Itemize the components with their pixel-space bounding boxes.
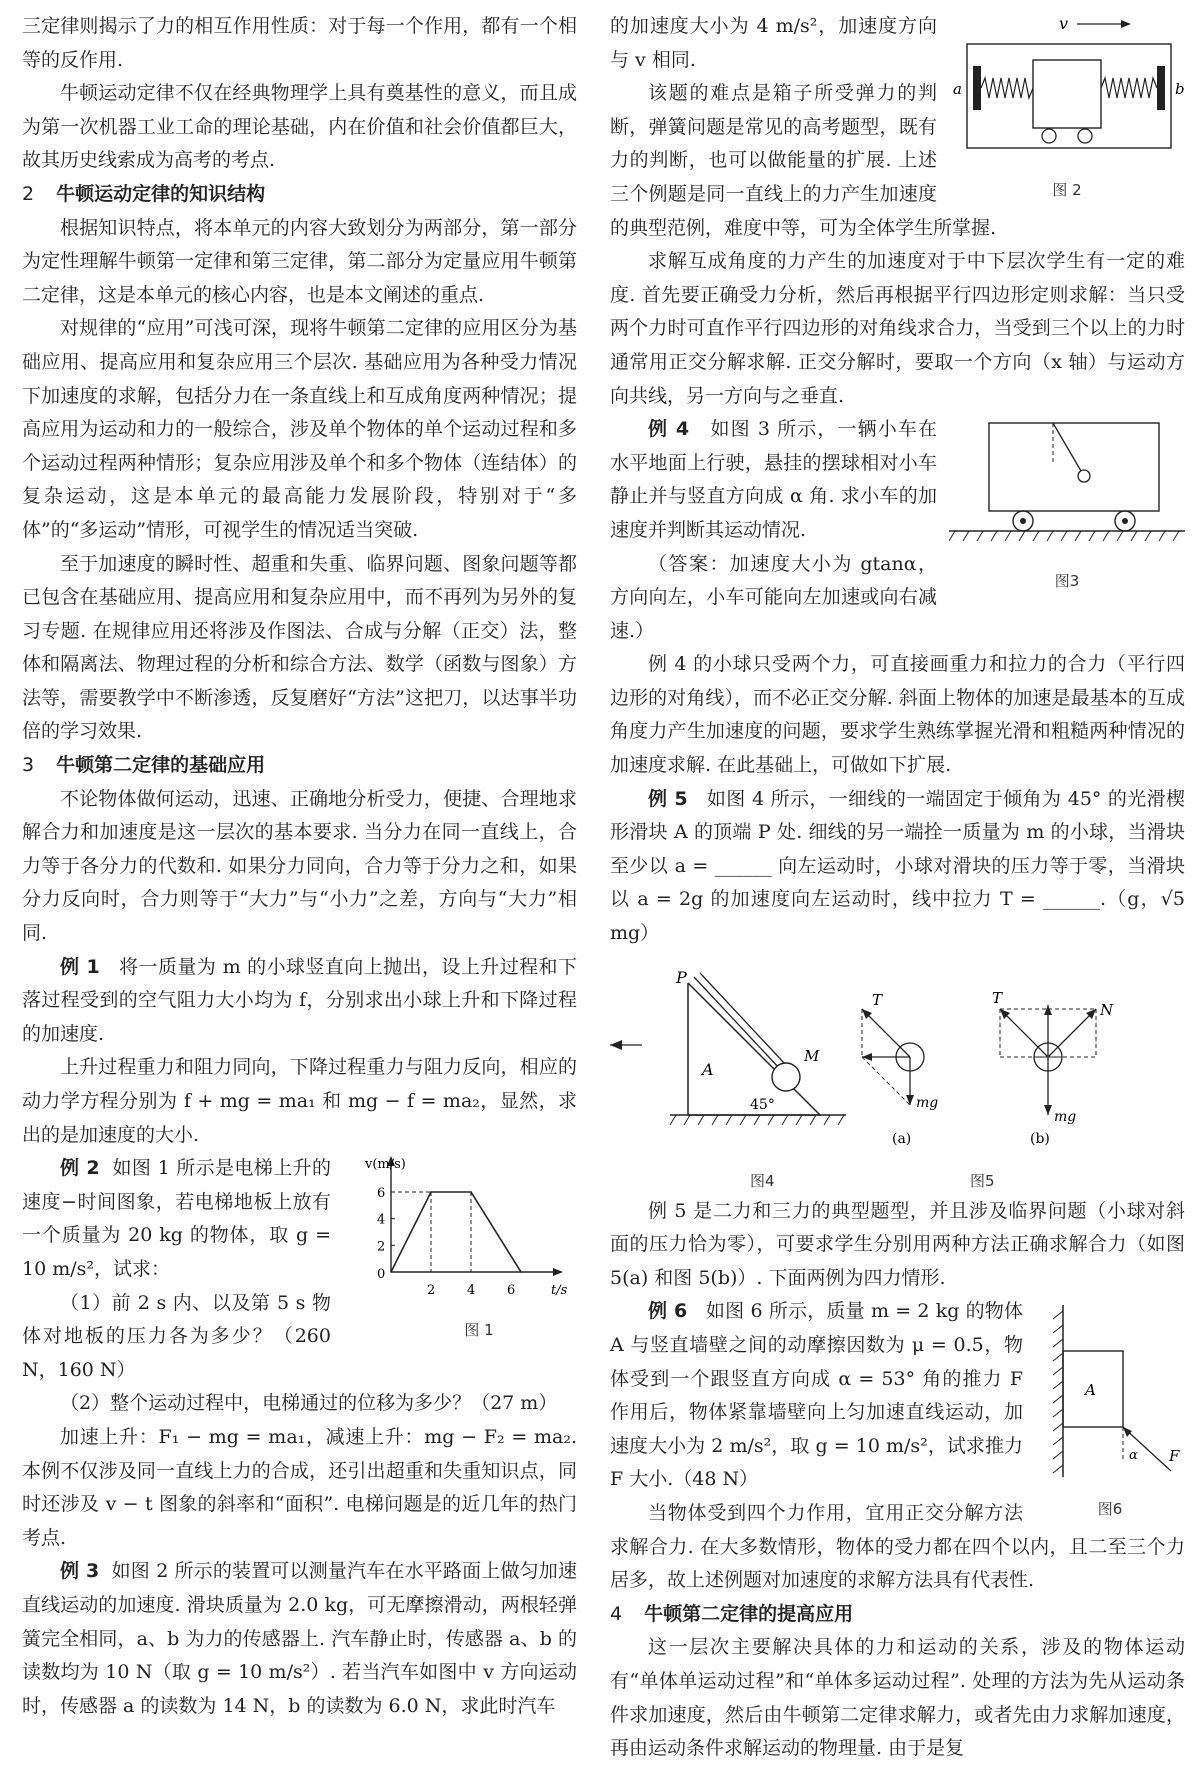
paragraph: 至于加速度的瞬时性、超重和失重、临界问题、图象问题等都已包含在基础应用、提高应用和复杂应用中，而不再列为另外的复习专题. 在规律应用还将涉及作图法、合成与分解（正交）法，整体和隔离法、物理过程的分析和综合方法、数学（函数与图象）方法等，需要教学中不断渗透，反复磨好“方法”这把刀，以达事半功倍的学习效果. (22, 552, 577, 743)
label-A: A (1085, 1381, 1096, 1400)
section-title: 牛顿第二定律的基础应用 (56, 754, 266, 777)
wheel-hub (1122, 518, 1128, 524)
example-5 (610, 783, 1185, 951)
paragraph: 三定律则揭示了力的相互作用性质：对于每一个作用，都有一个相等的反作用. (22, 15, 577, 71)
arrowhead (1044, 1105, 1052, 1115)
x-axis-arrowhead (553, 1268, 563, 1276)
paragraph: 求解互成角度的力产生的加速度对于中下层次学生有一定的难度. 首先要正确受力分析，然后再根据平行四边形定则求解：当只受两个力时可直作平行四边形的对角线求合力，当受到三个以上的力时通常用正交分解求解. 正交分解时，要取一个方向（x 轴）与运动方向共线，另一方向与之垂直. (610, 250, 1185, 407)
example-label: 例 3 (60, 1560, 100, 1583)
example-1 (22, 951, 577, 1052)
data-point (520, 1271, 522, 1273)
example-text: 如图 3 所示，一辆小车在水平地面上行驶，悬挂的摆球相对小车静止并与竖直方向成 α 角. 求小车的加速度并判断其运动情况. (610, 418, 937, 541)
section-number: 3 (22, 754, 35, 777)
paragraph: 该题的难点是箱子所受弹力的判断，弹簧问题是常见的高考题型，既有力的判断，也可以做能量的扩展. 上述三个例题是同一直线上的力产生加速度的典型范例，难度中等，可为全体学生所掌握. (610, 82, 997, 239)
normal-vector (1048, 1009, 1096, 1057)
section-heading-3 (22, 749, 577, 783)
section-title: 牛顿第二定律的提高应用 (644, 1602, 854, 1625)
figure-4-caption: 图4 (750, 1171, 775, 1190)
example-text: 如图 2 所示的装置可以测量汽车在水平路面上做匀加速直线运动的加速度. 滑块质量为 2.0 kg，可无摩擦滑动，两根轻弹簧完全相同，a、b 为力的传感器上. 汽车静止时，传感器 a、b 的读数均为 10 N（取 g = 10 m/s²）. 若当汽车如图中 v 方向运动时，传感器 a 的读数为 14 N，b 的读数为 6.0 N，求此时汽车 (22, 1560, 577, 1717)
label-mg: mg (1054, 1108, 1077, 1125)
wheel-hub (1020, 518, 1026, 524)
figure-5b-drawing (992, 989, 1114, 1147)
data-point (390, 1271, 392, 1273)
paragraph: 当物体受到四个力作用，宜用正交分解方法求解合力. 在大多数情形，物体的受力都在四个以内，且二至三个力居多，故上述例题对加速度的求解方法具有代表性. (610, 1501, 1185, 1592)
example-text: 将一质量为 m 的小球竖直向上抛出，设上升过程和下落过程受到的空气阻力大小均为 f，分别求出小球上升和下降过程的加速度. (22, 955, 577, 1045)
arrowhead (1123, 1427, 1132, 1437)
example-text: 如图 1 所示是电梯上升的速度−时间图象，若电梯地板上放有一个质量为 20 kg 的物体，取 g = 10 m/s²，试求： (22, 1157, 331, 1280)
section-number: 2 (22, 182, 35, 205)
y-axis-label: v(m/s) (365, 1157, 406, 1173)
section-title: 牛顿运动定律的知识结构 (56, 182, 266, 205)
left-column (22, 10, 577, 1723)
sensor-a (973, 66, 981, 110)
sub-label-b: (b) (1030, 1130, 1050, 1147)
tension-vector (1000, 1009, 1048, 1057)
paragraph: 不论物体做何运动，迅速、正确地分析受力，便捷、合理地求解合力和加速度是这一层次的基本要求. 当分力在同一直线上，合力等于各分力的代数和. 如果分力同向，合力等于分力之和，如果分力反向时，合力则等于“大力”与“小力”之差，方向与“大力”相同. (22, 787, 577, 945)
figure-caption: 图3 (1054, 571, 1080, 590)
tension-vector (862, 1009, 910, 1057)
data-point (430, 1191, 432, 1193)
figure-caption: 图 2 (1052, 180, 1082, 199)
label-a: a (953, 80, 962, 98)
label-mg: mg (916, 1094, 939, 1111)
wall-hatching (1053, 1311, 1063, 1473)
section-number: 4 (610, 1602, 623, 1625)
answer: （答案：加速度大小为 gtanα，方向向左，小车可能向左加速或向右减速.） (610, 552, 937, 642)
velocity-time-chart (341, 1152, 577, 1302)
x-tick-label: 6 (507, 1283, 516, 1299)
wall-block-diagram (1035, 1301, 1185, 1481)
string (694, 977, 780, 1069)
pendulum-ball (1078, 470, 1090, 482)
example-label: 例 6 (648, 1300, 688, 1323)
spring-left (981, 78, 1033, 98)
angle-label: 45° (750, 1096, 775, 1113)
figure-4-drawing (610, 968, 846, 1125)
sub-label-a: (a) (892, 1130, 912, 1147)
example-text: 如图 4 所示，一细线的一端固定于倾角为 45° 的光滑楔形滑块 A 的顶端 P 处. 细线的另一端拴一质量为 m 的小球，当滑块至少以 a = ______ 向左运动时，小球对滑块的压力等于零，当滑块以 a = 2g 的加速度向左运动时，线中拉力 T = ______.（g，√5 mg） (610, 787, 1185, 945)
paragraph: 例 5 是二力和三力的典型题型，并且涉及临界问题（小球对斜面的压力恰为零），可要求学生分别用两种方法正确求解合力（如图 5(a) 和图 5(b)）. 下面两例为四力情形. (610, 1199, 1185, 1289)
ground-hatching (949, 531, 1179, 541)
label-b: b (1175, 80, 1185, 98)
label-N: N (1100, 1000, 1114, 1019)
section-heading-4 (610, 1598, 1185, 1632)
wheel (1042, 129, 1056, 143)
example-label: 例 2 (60, 1157, 100, 1180)
question-2: （2）整个运动过程中，电梯通过的位移为多少？（27 m） (60, 1392, 558, 1415)
figure-5-caption: 图5 (970, 1171, 995, 1190)
cart-pendulum-diagram (949, 417, 1185, 557)
velocity-series-line (391, 1192, 521, 1272)
arrowhead (906, 1095, 914, 1105)
origin-label: 0 (377, 1267, 386, 1283)
x-axis-label: t/s (551, 1283, 568, 1299)
right-column (610, 10, 1185, 1766)
parallelogram-edge (862, 1057, 910, 1105)
arrowhead (1044, 1005, 1052, 1015)
paragraph: 对规律的“应用”可浅可深，现将牛顿第二定律的应用区分为基础应用、提高应用和复杂应用三个层次. 基础应用为各种受力情况下加速度的求解，包括分力在一条直线上和互成角度两种情况；提高应用为运动和力的一般综合，涉及单个物体的单个运动过程和多个运动过程两种情形；复杂应用涉及单个和多个物体（连结体）的复杂运动，这是本单元的最高能力发展阶段，特别对于“多体”的“多运动”情形，可视学生的情况适当突破. (22, 317, 577, 541)
example-label: 例 1 (60, 955, 100, 978)
figures-4-5 (610, 965, 1185, 1195)
example-text: 如图 6 所示，质量 m = 2 kg 的物体 A 与竖直墙壁之间的动摩擦因数为 μ = 0.5，物体受到一个跟竖直方向成 α = 53° 角的推力 F 作用后，物体紧靠墙壁向上匀加速直线运动，加速度大小为 2 m/s²，取 g = 10 m/s²，试求推力 F 大小.（48 N） (610, 1300, 1023, 1491)
sensor-b (1157, 66, 1165, 110)
paragraph: 加速上升：F₁ − mg = ma₁，减速上升：mg − F₂ = ma₂. 本例不仅涉及同一直线上力的合成，还引出超重和失重知识点，同时还涉及 v − t 图象的斜率和“面积”. 电梯问题是的近几年的热门考点. (22, 1425, 577, 1549)
ground-hatching (670, 1115, 844, 1125)
example-label: 例 4 (648, 418, 690, 441)
question-1: （1）前 2 s 内、以及第 5 s 物体对地板的压力各为多少？（260 N，160 N） (22, 1291, 331, 1381)
pendulum-string (1053, 423, 1081, 471)
label-P: P (676, 967, 687, 987)
data-point (470, 1191, 472, 1193)
paragraph: 这一层次主要解决具体的力和运动的关系，涉及的物体运动有“单体单运动过程”和“单体多运动过程”. 处理的方法为先从运动条件求加速度，然后由牛顿第二定律求解力，或者先由力求解加速度，再由运动条件求解运动的物理量. 由于是复 (610, 1636, 1185, 1760)
paragraph: 例 4 的小球只受两个力，可直接画重力和拉力的合力（平行四边形的对角线），而不必正交分解. 斜面上物体的加速是最基本的互成角度力产生加速度的问题，要求学生熟练掌握光滑和粗糙两种情况的加速度求解. 在此基础上，可做如下扩展. (610, 653, 1185, 777)
label-M: M (804, 1046, 820, 1065)
paragraph: 牛顿运动定律不仅在经典物理学上具有奠基性的意义，而且成为第一次机器工业工命的理论基础，内在价值和社会价值都巨大，故其历史线索成为高考的考点. (22, 82, 577, 172)
x-tick-label: 4 (467, 1283, 476, 1299)
figure-caption: 图 1 (464, 1320, 494, 1339)
label-A: A (702, 1059, 714, 1079)
label-alpha: α (1129, 1448, 1138, 1464)
paragraph: 根据知识特点，将本单元的内容大致划分为两部分，第一部分为定性理解牛顿第一定律和第三定律，第二部分为定量应用牛顿第二定律，这是本单元的核心内容，也是本文阐述的重点. (22, 216, 577, 306)
figure-1 (341, 1152, 577, 1339)
arrowhead (862, 1053, 872, 1061)
y-tick-label: 4 (377, 1212, 386, 1228)
string-edge (700, 973, 786, 1065)
figure-5a-drawing (862, 991, 938, 1147)
paragraph: 上升过程重力和阻力同向，下降过程重力与阻力反向，相应的动力学方程分别为 f + mg = ma₁ 和 mg − f = ma₂，显然，求出的是加速度的大小. (22, 1056, 577, 1146)
acceleration-arrowhead (610, 1040, 622, 1050)
wedge-and-force-diagrams (610, 965, 1185, 1165)
figure-caption: 图6 (1097, 1500, 1123, 1518)
x-tick-label: 2 (427, 1283, 436, 1299)
spring-right (1101, 78, 1157, 98)
label-F: F (1169, 1447, 1180, 1466)
section-heading-2 (22, 178, 577, 212)
label-T: T (872, 990, 883, 1009)
example-label: 例 5 (648, 787, 688, 810)
figure-3 (949, 417, 1185, 598)
cart-body (989, 423, 1159, 511)
spring-sensor-diagram (949, 12, 1185, 162)
wedge-A (688, 983, 820, 1115)
figure-6 (1035, 1301, 1185, 1526)
slider-block (1033, 60, 1101, 128)
wheel (1078, 129, 1092, 143)
example-3 (22, 1555, 577, 1723)
figure-2 (949, 12, 1185, 207)
velocity-arrowhead (1121, 20, 1131, 28)
label-T: T (992, 988, 1003, 1007)
y-tick-label: 2 (377, 1239, 386, 1255)
paragraph: 的加速度大小为 4 m/s²，加速度方向与 v 相同. (610, 15, 937, 71)
velocity-label: v (1059, 14, 1069, 33)
ball-M (772, 1063, 800, 1091)
y-tick-label: 6 (377, 1186, 386, 1202)
